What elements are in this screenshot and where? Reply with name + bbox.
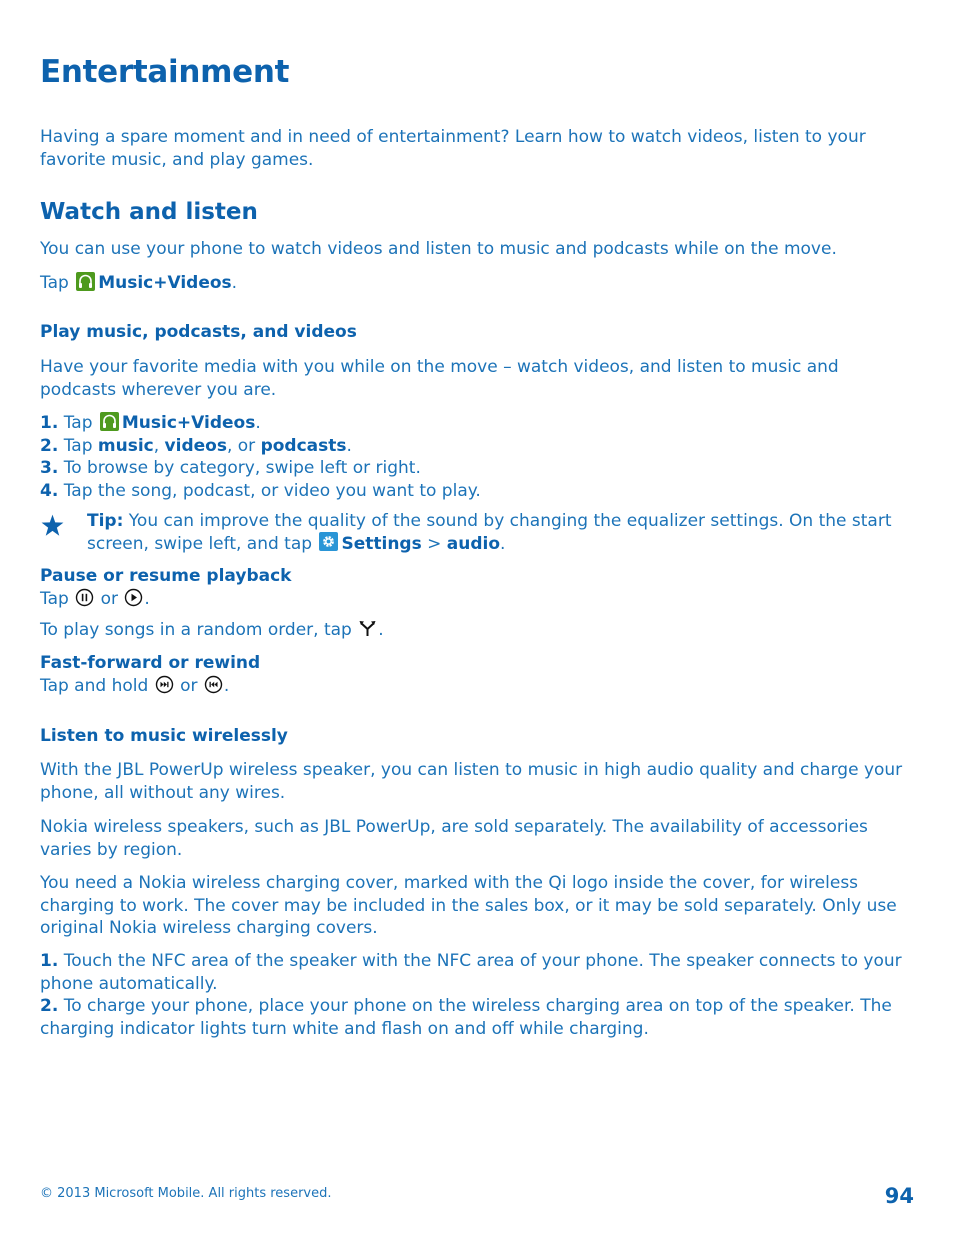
pause-icon[interactable] (75, 588, 94, 607)
subheading-pause-resume: Pause or resume playback (40, 566, 292, 586)
or-word: or (100, 589, 118, 609)
fast-forward-line: Tap and hold or . (40, 676, 230, 696)
separator: > (427, 533, 442, 554)
music-tab-link[interactable]: music (97, 435, 154, 456)
step-number: 2. (40, 435, 59, 456)
step-number: 2. (40, 996, 59, 1016)
list-item (40, 995, 916, 1040)
tip-paragraph: Tip: You can improve the quality of the sound by changing the equalizer settings. On the start screen, swipe left, and tap Settings > audio. (87, 511, 892, 554)
pause-resume-line: Tap or . (40, 589, 150, 609)
wireless-steps-list (40, 950, 916, 1040)
wireless-paragraph-1: With the JBL PowerUp wireless speaker, you can listen to music in high audio quality and charge your phone, all without any wires. (40, 760, 903, 803)
play-steps-list (40, 412, 916, 502)
play-section-text: Have your favorite media with you while on the move – watch videos, and listen to music and podcasts wherever you are. (40, 357, 839, 400)
watch-listen-text: You can use your phone to watch videos and listen to music and podcasts while on the move. (40, 239, 837, 259)
step-text: To charge your phone, place your phone on the wireless charging area on top of the speaker. The charging indicator lights turn white and flash on and off while charging. (40, 996, 892, 1039)
section-heading-watch-listen: Watch and listen (40, 199, 258, 225)
list-item: 1. Tap Music+Videos. (40, 413, 261, 433)
step-number: 1. (40, 951, 59, 971)
headphones-icon (76, 272, 95, 291)
videos-tab-link[interactable]: videos (164, 435, 227, 456)
wireless-paragraph-2: Nokia wireless speakers, such as JBL PowerUp, are sold separately. The availability of accessories varies by region. (40, 817, 868, 860)
intro-paragraph: Having a spare moment and in need of entertainment? Learn how to watch videos, listen to your favorite music, and play games. (40, 127, 866, 170)
shuffle-line: To play songs in a random order, tap . (40, 620, 384, 640)
subheading-fast-forward: Fast-forward or rewind (40, 653, 261, 673)
step-text: Tap the song, podcast, or video you want to play. (63, 480, 481, 501)
fast-forward-icon[interactable] (155, 675, 174, 694)
star-icon (40, 513, 65, 538)
step-text: Tap (63, 413, 93, 433)
tip-text: You can improve the quality of the sound by changing the equalizer settings. On the start screen, swipe left, and tap (87, 511, 892, 554)
audio-setting-link[interactable]: audio (446, 533, 501, 554)
tap-word: Tap (40, 589, 69, 609)
step-text: Touch the NFC area of the speaker with the NFC area of your phone. The speaker connects to your phone automatically. (40, 951, 902, 994)
podcasts-tab-link[interactable]: podcasts (260, 435, 347, 456)
wireless-paragraph-3: You need a Nokia wireless charging cover, marked with the Qi logo inside the cover, for wireless charging to work. The cover may be included in the sales box, or it may be sold separately. Only use original Nokia wireless charging covers. (40, 873, 897, 938)
step-text: or (237, 435, 256, 456)
list-item (40, 457, 916, 480)
tap-word: Tap (40, 273, 69, 293)
step-number: 1. (40, 413, 59, 433)
step-number: 4. (40, 480, 59, 501)
music-videos-app-link[interactable]: Music+Videos (121, 413, 256, 433)
list-item: 2. Tap music, videos, or podcasts. (40, 435, 352, 456)
step-text: Tap (63, 435, 93, 456)
subheading-play-music: Play music, podcasts, and videos (40, 322, 357, 342)
shuffle-icon[interactable] (358, 619, 377, 638)
rewind-icon[interactable] (204, 675, 223, 694)
gear-icon (319, 532, 338, 551)
step-text: To browse by category, swipe left or right. (63, 458, 421, 478)
or-word: or (180, 676, 198, 696)
play-icon[interactable] (124, 588, 143, 607)
shuffle-text: To play songs in a random order, tap (40, 620, 352, 640)
settings-app-link[interactable]: Settings (341, 533, 422, 554)
tap-music-videos-line: Tap Music+Videos. (40, 273, 238, 293)
tip-label: Tip: (87, 511, 124, 531)
step-number: 3. (40, 458, 59, 478)
music-videos-app-link[interactable]: Music+Videos (98, 273, 232, 293)
list-item (40, 950, 916, 995)
page-title: Entertainment (40, 54, 290, 90)
copyright-footer: © 2013 Microsoft Mobile. All rights reserved. (40, 1186, 332, 1201)
list-item (40, 480, 916, 503)
tap-hold-text: Tap and hold (40, 676, 149, 696)
page-number: 94 (884, 1184, 914, 1208)
subheading-wireless: Listen to music wirelessly (40, 726, 288, 746)
headphones-icon (100, 412, 119, 431)
